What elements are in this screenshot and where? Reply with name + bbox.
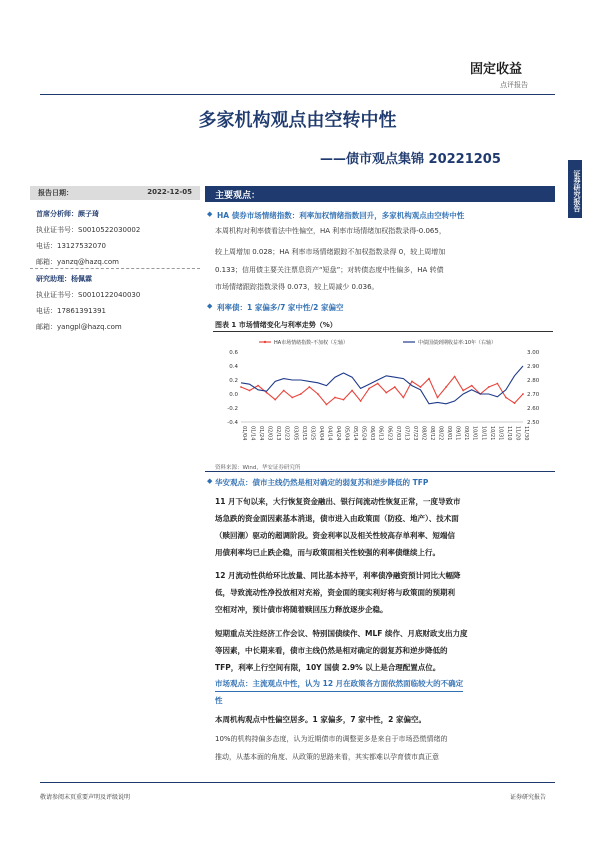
x-tick-label: 05/04	[343, 426, 350, 441]
sentiment-point	[488, 386, 490, 388]
sentiment-point	[317, 393, 319, 395]
x-tick-label: 09/01	[446, 426, 453, 441]
left-tick-label: 0.6	[229, 350, 238, 356]
report-date: 2022-12-05	[147, 188, 192, 196]
yield-line	[241, 366, 523, 404]
sentiment-point	[462, 390, 464, 392]
sentiment-point	[377, 383, 379, 385]
viewpoint-line: 等因素，中长期来看，债市主线仍然是相对确定的弱复苏和逆步降低的	[215, 646, 448, 655]
x-tick-label: 06/23	[386, 426, 393, 441]
x-tick-label: 01/14	[249, 426, 256, 441]
sentiment-point	[385, 392, 387, 394]
sentiment-point	[334, 397, 336, 399]
sentiment-point	[437, 397, 439, 399]
header-divider	[40, 94, 555, 95]
analyst-phone: 电话：13127532070	[36, 242, 106, 250]
x-tick-label: 03/25	[309, 426, 316, 441]
viewpoint-line: 场急跌的资金面因素基本消退，债市进入由政策面（防疫、地产）、技术面	[215, 514, 459, 523]
viewpoint-heading: 华安观点：债市主线仍然是相对确定的弱复苏和逆步降低的 TFP	[215, 478, 429, 487]
x-tick-label: 02/03	[266, 426, 273, 441]
sentiment-point	[283, 390, 285, 392]
sentiment-point	[291, 397, 293, 399]
right-tick-label: 2.50	[527, 420, 540, 426]
x-tick-label: 05/14	[352, 426, 359, 441]
viewpoint-line: 12 月流动性供给环比放量、同比基本持平，利率债净融资预计同比大幅降	[215, 571, 461, 580]
bullet1-line: 本周机构对利率债看法中性偏空，HA 利率市场情绪加权指数录得-0.065，	[215, 227, 446, 235]
analyst-email[interactable]: 邮箱：yanzq@hazq.com	[36, 258, 120, 266]
chart-caption: 图表 1 市场情绪变化与利率走势（%）	[215, 321, 337, 329]
sentiment-point	[496, 383, 498, 385]
x-tick-label: 04/04	[317, 426, 324, 441]
sentiment-point	[522, 393, 524, 395]
x-tick-label: 05/24	[360, 426, 367, 441]
sentiment-point	[257, 385, 259, 387]
viewpoint-line: TFP，利率上行空间有限，10Y 国债 2.9% 以上是合理配置点位。	[215, 663, 441, 672]
sentiment-point	[514, 402, 516, 404]
report-date-bar	[30, 186, 200, 200]
left-tick-label: 0.2	[229, 378, 238, 384]
sentiment-point	[274, 399, 276, 401]
x-tick-label: 11/20	[514, 426, 521, 441]
sentiment-point	[394, 386, 396, 388]
legend-label: HA市场情绪指数-不加权（左轴）	[274, 340, 348, 346]
left-tick-label: 0.0	[229, 392, 238, 398]
viewpoint-line: 11 月下旬以来，大行恢复资金融出、银行间流动性恢复正常，一度导致市	[215, 497, 461, 506]
x-tick-label: 07/03	[394, 426, 401, 441]
sentiment-point	[420, 386, 422, 388]
sentiment-point	[454, 376, 456, 378]
sentiment-point	[411, 381, 413, 383]
page-title: 多家机构观点由空转中性	[198, 110, 397, 131]
page-subtitle: ——债市观点集锦 20221205	[320, 152, 501, 167]
market-heading: 市场观点：主流观点中性，认为 12 月在政策各方面依然面临较大的不确定	[215, 677, 463, 692]
x-tick-label: 10/31	[497, 426, 504, 441]
footer-label: 证券研究报告	[510, 794, 547, 801]
sentiment-point	[326, 404, 328, 406]
x-tick-label: 08/12	[429, 426, 435, 441]
x-tick-label: 01/04	[241, 426, 247, 441]
legend-marker	[264, 341, 266, 343]
x-tick-label: 02/23	[283, 426, 290, 441]
analyst-cert: 执业证书号：S0010522030002	[36, 226, 141, 234]
bullet-icon: ◆	[207, 477, 213, 485]
market-line: 10%的机构持偏多态度，认为近期债市的调整更多是来自于市场恐慌情绪的	[215, 735, 448, 743]
right-tick-label: 2.60	[527, 406, 540, 412]
x-tick-label: 04/24	[335, 426, 341, 441]
assistant-heading: 研究助理：杨佩霖	[36, 275, 92, 283]
sentiment-point	[428, 378, 430, 380]
left-tick-label: -0.4	[227, 420, 238, 426]
bullet-icon: ◆	[207, 210, 213, 218]
sentiment-point	[300, 393, 302, 395]
footer-disclaimer: 敬请参阅末页重要声明及评级说明	[40, 794, 131, 801]
chart-top-rule	[213, 331, 553, 332]
x-tick-label: 07/23	[411, 426, 418, 441]
x-tick-label: 10/21	[488, 426, 495, 441]
right-tick-label: 2.70	[527, 392, 540, 398]
bullet1-line: 较上周增加 0.028；HA 利率市场情绪跟踪不加权指数录得 0，较上周增加	[215, 248, 446, 256]
side-tab: 证券研究报告	[568, 160, 582, 218]
bullet2-heading: 利率债：1 家偏多/7 家中性/2 家偏空	[217, 303, 344, 312]
market-line: 推动，从基本面的角度、从政策的思路来看，其实都难以孕育债市真正意	[215, 753, 439, 761]
report-type: 点评报告	[500, 81, 528, 89]
sentiment-point	[266, 392, 268, 394]
section-bar	[205, 186, 555, 202]
sentiment-point	[445, 386, 447, 388]
x-tick-label: 03/15	[300, 426, 307, 441]
left-tick-label: -0.2	[227, 406, 238, 412]
x-tick-label: 02/13	[275, 426, 282, 441]
bullet1-line: 0.133；信用债主要关注票息资产“短盘”；对转债态度中性偏多，HA 转债	[215, 266, 444, 274]
sentiment-point	[402, 397, 404, 399]
viewpoint-line: 短期重点关注经济工作会议、特别国债续作、MLF 续作、月底财政支出力度	[215, 629, 468, 638]
assistant-phone: 电话：17861391391	[36, 307, 106, 315]
sentiment-point	[351, 390, 353, 392]
assistant-cert: 执业证书号：S0010122040030	[36, 291, 141, 299]
report-date-label: 报告日期：	[38, 189, 73, 197]
sentiment-point	[471, 385, 473, 387]
x-tick-label: 08/22	[437, 426, 444, 441]
viewpoint-line: 用债利率均已止跌企稳，而与政策面相关性较强的利率债继续上行。	[215, 548, 440, 557]
viewpoint-line: 低，导致流动性净投放相对充裕，资金面的现实利好将与政策面的预期利	[215, 588, 455, 597]
x-tick-label: 07/13	[403, 426, 410, 441]
left-divider	[30, 268, 200, 269]
x-tick-label: 11/30	[523, 426, 529, 441]
section-title: 主要观点：	[215, 191, 261, 201]
sentiment-point	[308, 386, 310, 388]
market-summary: 本周机构观点中性偏空居多。1 家偏多，7 家中性，2 家偏空。	[215, 715, 426, 724]
sentiment-point	[343, 399, 345, 401]
category-heading: 固定收益	[470, 62, 523, 77]
sentiment-point	[360, 400, 362, 402]
sentiment-yield-chart	[213, 334, 553, 460]
x-tick-label: 01/24	[258, 426, 265, 441]
legend-label: 中债国债到期收益率:10年（右轴）	[418, 340, 497, 346]
x-tick-label: 10/11	[480, 426, 487, 441]
right-tick-label: 2.80	[527, 378, 540, 384]
sentiment-point	[505, 397, 507, 399]
x-tick-label: 08/02	[420, 426, 427, 441]
x-tick-label: 11/10	[505, 426, 512, 441]
sentiment-point	[240, 386, 242, 388]
x-tick-label: 10/01	[471, 426, 478, 441]
sentiment-point	[249, 390, 251, 392]
viewpoint-line: （赎回潮）驱动的超调阶段。资金利率以及相关性较高存单利率、短端信	[215, 531, 455, 540]
x-tick-label: 06/03	[369, 426, 376, 441]
analyst-heading: 首席分析师：颜子琦	[36, 210, 99, 218]
x-tick-label: 04/14	[326, 426, 333, 441]
sentiment-point	[368, 388, 370, 390]
assistant-email[interactable]: 邮箱：yangpl@hazq.com	[36, 323, 122, 331]
viewpoint-line: 空相对冲，预计债市将随着赎回压力释放逐步企稳。	[215, 605, 388, 614]
right-tick-label: 2.90	[527, 364, 540, 370]
x-tick-label: 03/05	[292, 426, 299, 441]
x-tick-label: 09/21	[463, 426, 470, 441]
chart-source: 资料来源：Wind，华安证券研究所	[215, 465, 301, 471]
market-heading-cont: 性	[215, 696, 223, 705]
left-tick-label: 0.4	[229, 364, 238, 370]
x-tick-label: 09/11	[454, 426, 461, 441]
bullet1-heading: HA 债券市场情绪指数：利率加权情绪指数回升，多家机构观点由空转中性	[217, 211, 465, 220]
footer-rule	[40, 782, 555, 783]
bullet-icon: ◆	[207, 302, 213, 310]
bullet1-line: 市场情绪跟踪指数录得 0.073，较上周减少 0.036。	[215, 283, 379, 291]
right-tick-label: 3.00	[527, 350, 540, 356]
viewpoint-rule	[205, 471, 555, 472]
x-tick-label: 06/13	[377, 426, 384, 441]
